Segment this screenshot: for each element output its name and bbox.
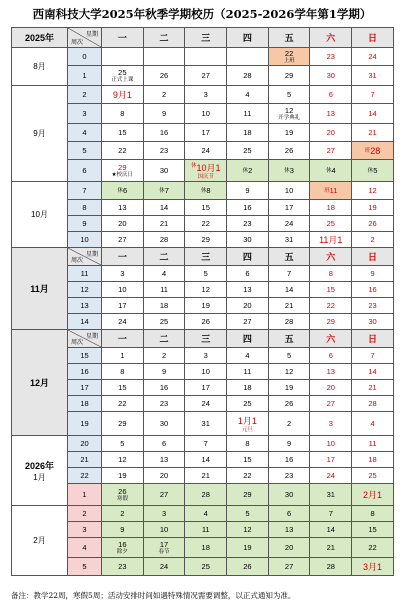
day-sat: 六 xyxy=(310,28,352,48)
table-row: 4 15 16 17 18 19 20 21 xyxy=(12,124,394,142)
table-row: 13 17 18 19 20 21 22 23 xyxy=(12,298,394,314)
day-sun: 日 xyxy=(352,28,394,48)
school-calendar-table xyxy=(11,27,394,576)
month-jan: 2026年 1月 xyxy=(12,436,68,506)
month-aug: 8月 xyxy=(12,48,68,86)
table-row: 1 25 正式上课 26 27 28 29 30 31 xyxy=(12,66,394,86)
table-row: 8月 0 22 上班 23 24 xyxy=(12,48,394,66)
table-row: 2月 2 2 3 4 5 6 7 8 xyxy=(12,506,394,522)
table-row: 9 20 21 22 23 24 25 26 xyxy=(12,216,394,232)
corner-cell: 星期 周次 xyxy=(68,28,102,48)
table-row: 19 29 30 31 1月1 元旦 2 3 4 xyxy=(12,412,394,436)
header-row xyxy=(12,28,394,48)
table-row: 12 10 11 12 13 14 15 16 xyxy=(12,282,394,298)
table-row: 18 22 23 24 25 26 27 28 xyxy=(12,396,394,412)
table-row: 5 23 24 25 26 27 28 3月1 xyxy=(12,558,394,576)
table-row: 1 26 寒假 27 28 29 30 31 2月1 xyxy=(12,484,394,506)
table-row: 9月 2 9月1 2 3 4 5 6 7 xyxy=(12,86,394,104)
header-row: 12月 星期 周次 一 二 三 四 五 六 日 xyxy=(12,330,394,348)
table-row: 17 15 16 17 18 19 20 21 xyxy=(12,380,394,396)
table-row: 4 16 除夕 17 春节 18 19 20 21 22 xyxy=(12,538,394,558)
table-row: 22 19 20 21 22 23 24 25 xyxy=(12,468,394,484)
table-row: 5 22 23 24 25 26 27 $^班$28 xyxy=(12,142,394,160)
day-thu: 四 xyxy=(227,28,269,48)
table-row: 6 29 ★校庆日 30 $^休$10月1 国庆节 $^休$2 $^休$3 $^休$4 $^休$5 xyxy=(12,160,394,182)
table-row: 15 1 2 3 4 5 6 7 xyxy=(12,348,394,364)
month-oct: 10月 xyxy=(12,182,68,248)
table-row: 8 13 14 15 16 17 18 19 xyxy=(12,200,394,216)
header-row: 11月 星期 周次 一 二 三 四 五 六 日 xyxy=(12,248,394,266)
day-fri: 五 xyxy=(268,28,310,48)
month-sep: 9月 xyxy=(12,86,68,182)
table-row: 3 8 9 10 11 12 开学典礼 13 14 xyxy=(12,104,394,124)
table-row: 10 27 28 29 30 31 11月1 2 xyxy=(12,232,394,248)
table-row: 3 9 10 11 12 13 14 15 xyxy=(12,522,394,538)
day-wed: 三 xyxy=(185,28,227,48)
year-label: 2025年 xyxy=(12,28,68,48)
footer-note: 备注：教学22周，寒假5周；活动安排时间如遇特殊情况需要调整，以正式通知为准。 xyxy=(11,591,296,600)
month-nov: 11月 xyxy=(12,248,68,330)
calendar-title: 西南科技大学2025年秋季学期校历（2025-2026学年第1学期） xyxy=(32,7,372,21)
table-row: 21 12 13 14 15 16 17 18 xyxy=(12,452,394,468)
month-dec: 12月 xyxy=(12,330,68,436)
table-row: 14 24 25 26 27 28 29 30 xyxy=(12,314,394,330)
table-row: 16 8 9 10 11 12 13 14 xyxy=(12,364,394,380)
day-mon: 一 xyxy=(102,28,144,48)
day-tue: 二 xyxy=(143,28,185,48)
table-row: 10月 7 $^休$6 $^休$7 $^休$8 9 10 $^班$11 12 xyxy=(12,182,394,200)
month-feb: 2月 xyxy=(12,506,68,576)
table-row: 11 3 4 5 6 7 8 9 xyxy=(12,266,394,282)
table-row: 2026年 1月 20 5 6 7 8 9 10 11 xyxy=(12,436,394,452)
